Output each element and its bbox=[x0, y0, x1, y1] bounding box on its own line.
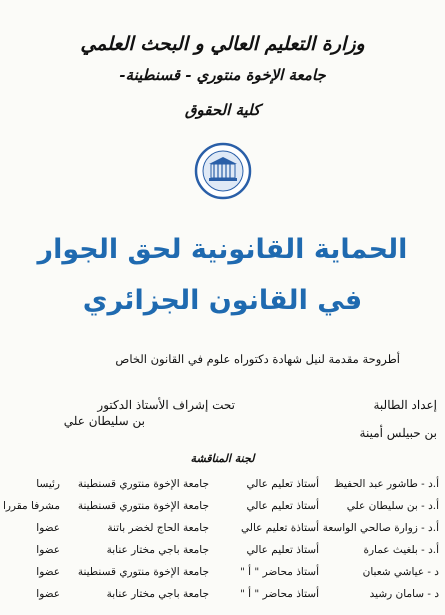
member-name: أ.د - بن سليطان علي bbox=[346, 500, 439, 512]
committee-row bbox=[0, 588, 445, 612]
student-label: إعداد الطالبة bbox=[373, 398, 437, 412]
member-name: أ.د - طاشور عبد الحفيظ bbox=[334, 478, 439, 490]
supervisor-name: بن سليطان علي bbox=[63, 414, 145, 428]
thesis-subtitle: أطروحة مقدمة لنيل شهادة دكتوراه علوم في القانون الخاص bbox=[115, 352, 400, 366]
member-name: د - عياشي شعبان bbox=[362, 566, 439, 578]
supervisor-label: تحت إشراف الأستاذ الدكتور bbox=[97, 398, 235, 412]
member-role: مشرفا مقررا bbox=[2, 500, 60, 512]
member-role: عضوا bbox=[36, 522, 60, 534]
committee-row bbox=[0, 566, 445, 590]
member-university: جامعة الإخوة منتوري قسنطينة bbox=[77, 500, 209, 512]
member-rank: أستاذ محاضر " أ " bbox=[240, 566, 319, 578]
member-role: عضوا bbox=[36, 588, 60, 600]
member-rank: أستاذ تعليم عالي bbox=[246, 478, 319, 490]
ministry-heading: وزارة التعليم العالي و البحث العلمي bbox=[80, 33, 365, 55]
member-rank: أستاذ تعليم عالي bbox=[246, 500, 319, 512]
student-name: بن حبيلس أمينة bbox=[359, 426, 437, 440]
university-heading: جامعة الإخوة منتوري - قسنطينة- bbox=[119, 66, 326, 84]
member-name: د - سامان رشيد bbox=[369, 588, 439, 600]
member-rank: أستاذ محاضر " أ " bbox=[240, 588, 319, 600]
member-role: عضوا bbox=[36, 566, 60, 578]
thesis-title-line-1: الحماية القانونية لحق الجوار bbox=[37, 234, 408, 265]
university-emblem-icon bbox=[194, 142, 252, 200]
member-name: أ.د - زوارة صالحي الواسعة bbox=[322, 522, 439, 534]
committee-row bbox=[0, 478, 445, 502]
member-rank: أستاذة تعليم عالي bbox=[241, 522, 319, 534]
member-university: جامعة الإخوة منتوري قسنطينة bbox=[77, 478, 209, 490]
member-university: جامعة باجي مختار عنابة bbox=[106, 544, 209, 556]
committee-row bbox=[0, 522, 445, 546]
committee-title: لجنة المناقشة bbox=[190, 452, 255, 465]
member-university: جامعة الحاج لخضر باتنة bbox=[107, 522, 209, 534]
member-rank: أستاذ تعليم عالي bbox=[246, 544, 319, 556]
member-role: عضوا bbox=[36, 544, 60, 556]
member-role: رئيسا bbox=[36, 478, 60, 490]
committee-row bbox=[0, 544, 445, 568]
faculty-heading: كلية الحقوق bbox=[184, 101, 261, 119]
member-university: جامعة باجي مختار عنابة bbox=[106, 588, 209, 600]
member-name: أ.د - بلغيث عمارة bbox=[363, 544, 439, 556]
committee-row bbox=[0, 500, 445, 524]
thesis-title-line-2: في القانون الجزائري bbox=[82, 285, 363, 316]
member-university: جامعة الإخوة منتوري قسنطينة bbox=[77, 566, 209, 578]
